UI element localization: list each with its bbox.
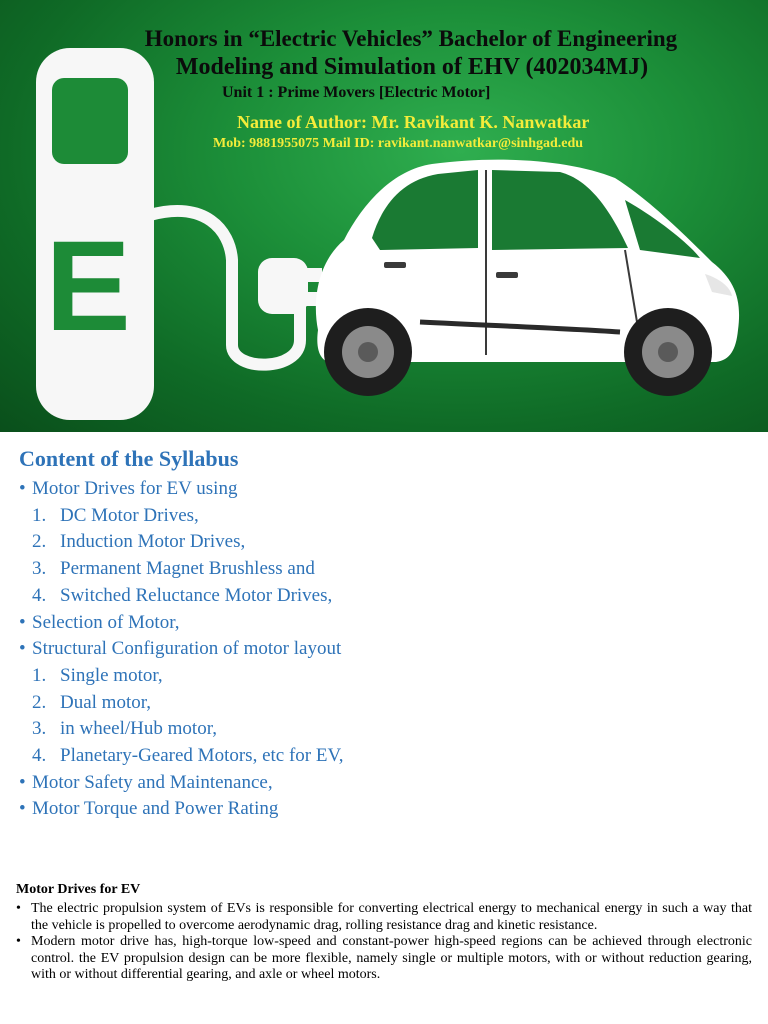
syllabus-section <box>19 446 344 823</box>
item-number: 4. <box>32 745 47 767</box>
item-text: Planetary-Geared Motors, etc for EV, <box>60 745 344 767</box>
unit-title-text: Unit 1 : Prime Movers [Electric Motor] <box>222 84 491 101</box>
syllabus-subitem <box>19 583 344 610</box>
syllabus-item: • Selection of Motor, <box>19 610 344 637</box>
item-text: Dual motor, <box>60 691 152 713</box>
item-text: in wheel/Hub motor, <box>60 718 218 740</box>
syllabus-list <box>19 476 344 823</box>
section-heading: Motor Drives for EV <box>16 882 141 897</box>
item-text: DC Motor Drives, <box>60 504 199 526</box>
syllabus-item: • Structural Configuration of motor layout <box>19 636 344 663</box>
station-letter: E <box>45 215 131 358</box>
charging-station-icon <box>36 48 154 420</box>
author-name: Name of Author: Mr. Ravikant K. Nanwatkar <box>237 112 590 132</box>
section-paragraph: • The electric propulsion system of EVs is responsible for converting electrical energy to mechanical energy in such a way that the vehicle is propelled to overcome aerodynamic drag, rolling resistance drag and kinetic resistance. <box>16 901 752 934</box>
item-number: 2. <box>32 691 47 713</box>
item-text: Switched Reluctance Motor Drives, <box>60 584 333 606</box>
course-title: Honors in “Electric Vehicles” Bachelor of Engineering <box>144 26 678 51</box>
motor-drives-section <box>16 882 752 984</box>
author-contact: Mob: 9881955075 Mail ID: ravikant.nanwatkar@sinhgad.edu <box>213 136 584 151</box>
syllabus-subitem <box>19 690 344 717</box>
item-number: 1. <box>32 504 47 526</box>
syllabus-subitem <box>19 556 344 583</box>
syllabus-subitem <box>19 663 344 690</box>
syllabus-title: Content of the Syllabus <box>19 446 239 471</box>
car-icon <box>316 160 739 396</box>
section-paragraph: • Modern motor drive has, high-torque low-speed and constant-power high-speed regions can be achieved through electronic control. the EV propulsion design can be more flexible, namely single or multiple motors, with or without reduction gearing, with or without differential gearing, and axle or wheel motors. <box>16 934 752 984</box>
subject-title: Modeling and Simulation of EHV (402034MJ) <box>175 54 649 80</box>
section-bullets <box>16 901 752 984</box>
plug-icon <box>258 258 322 314</box>
syllabus-item: • Motor Torque and Power Rating <box>19 796 344 823</box>
syllabus-item: • Motor Drives for EV using <box>19 476 344 503</box>
syllabus-subitem <box>19 743 344 770</box>
syllabus-subitem <box>19 503 344 530</box>
item-text: Single motor, <box>60 664 163 686</box>
syllabus-item: • Motor Safety and Maintenance, <box>19 770 344 797</box>
item-number: 2. <box>32 531 47 553</box>
item-text: Permanent Magnet Brushless and <box>60 558 315 580</box>
item-number: 3. <box>32 558 47 580</box>
cover-banner <box>0 0 768 432</box>
item-number: 3. <box>32 718 47 740</box>
syllabus-subitem <box>19 716 344 743</box>
item-number: 1. <box>32 664 47 686</box>
item-text: Induction Motor Drives, <box>60 531 246 553</box>
item-number: 4. <box>32 584 47 606</box>
syllabus-subitem <box>19 529 344 556</box>
